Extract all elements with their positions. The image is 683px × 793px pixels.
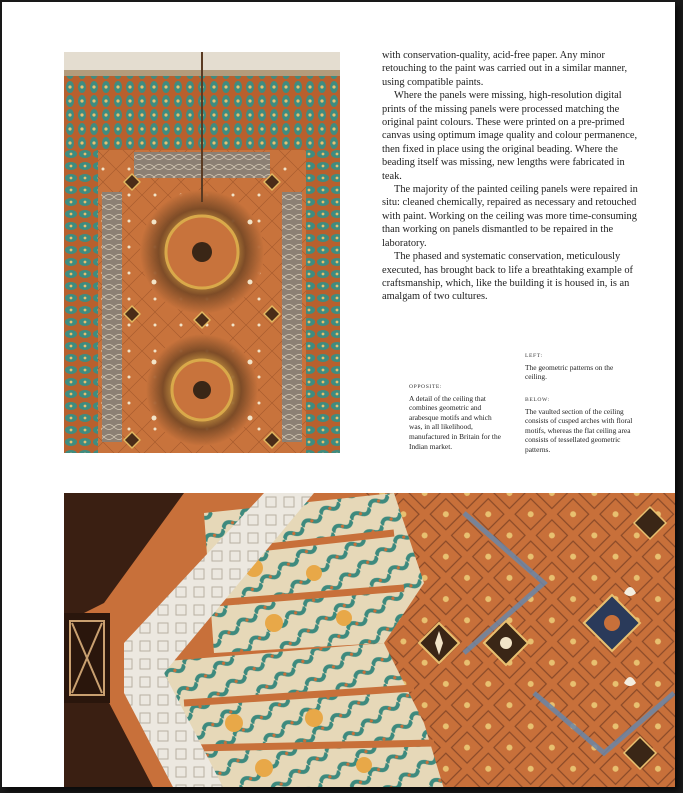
caption-below-photo (525, 396, 643, 455)
body-text (382, 49, 647, 304)
paragraph-1: with conservation-quality, acid-free paper. Any minor retouching to the paint was carried out in a similar manner, using compatible paints. (382, 50, 628, 88)
caption-text: The vaulted section of the ceiling consists of cusped arches with floral motifs, whereas the flat ceiling area consists of tessellated geometric patterns. (525, 406, 633, 454)
caption-opposite-photo (409, 383, 505, 451)
ceiling-detail-photo (64, 52, 340, 453)
vaulted-ceiling-photo (64, 493, 675, 787)
caption-title: LEFT: (525, 353, 543, 359)
paragraph-3: The majority of the painted ceiling panels were repaired in situ: cleaned chemically, repaired as necessary and retouched with paint. Working on the ceiling was more time-consuming than working on panels dismantled to be repaired in the laboratory. (382, 184, 638, 249)
document-page (2, 2, 675, 787)
ceiling-detail-illustration (64, 52, 340, 453)
caption-title: OPPOSITE: (409, 384, 443, 390)
caption-text: A detail of the ceiling that combines geometric and arabesque motifs and which was, in all likelihood, manufactured in Britain for the Indian market. (409, 393, 501, 451)
paragraph-2: Where the panels were missing, high-resolution digital prints of the missing panels were processed matching the original paint colours. These were printed on a pre-primed canvas using optimum image quality and colour permanence, then fixed in place using the original beading. Where the beading itself was missing, new lengths were fabricated in teak. (382, 90, 638, 182)
caption-text: The geometric patterns on the ceiling. (525, 362, 614, 382)
caption-left-photo (525, 352, 635, 382)
caption-title: BELOW: (525, 397, 550, 403)
paragraph-4: The phased and systematic conservation, meticulously executed, has brought back to life a breathtaking example of craftsmanship, which, like the building it is housed in, is an amalgam of two cultures. (382, 251, 634, 303)
vaulted-ceiling-illustration (64, 493, 675, 787)
